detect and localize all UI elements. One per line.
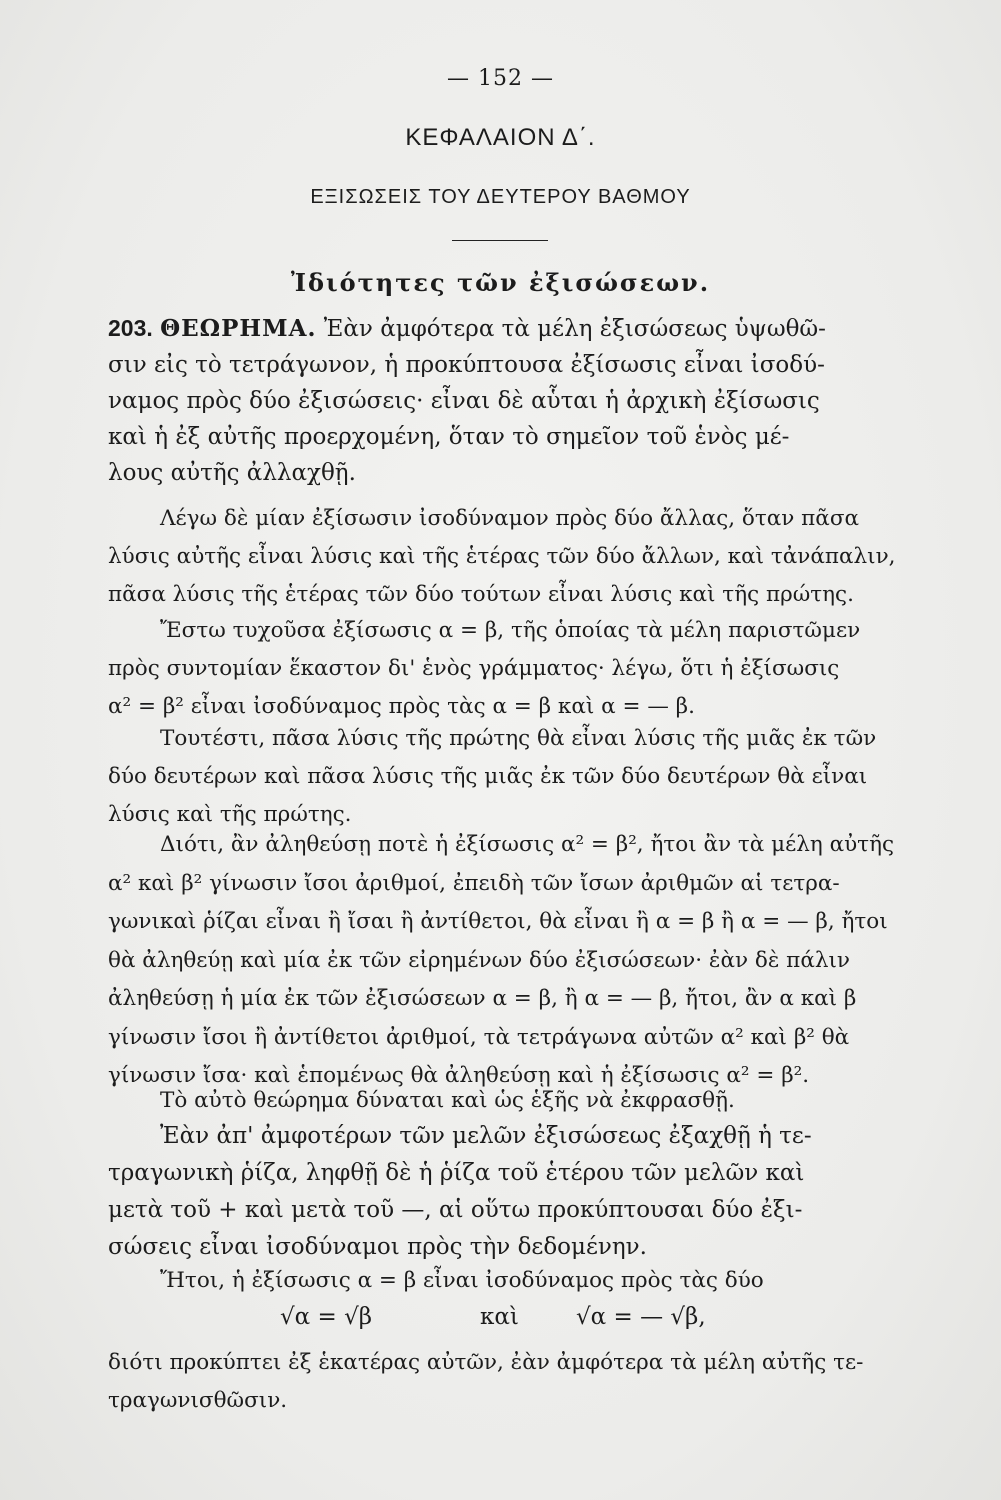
text-line: Διότι, ἂν ἀληθεύσῃ ποτὲ ἡ ἐξίσωσις α² = β², ἤτοι ἂν τὰ μέλη αὐτῆς — [160, 832, 894, 857]
theorem-line: ναμος πρὸς δύο ἐξισώσεις· εἶναι δὲ αὗται ἡ ἀρχικὴ ἐξίσωσις — [108, 388, 820, 414]
text-line: σώσεις εἶναι ἰσοδύναμοι πρὸς τὴν δεδομένην. — [108, 1234, 647, 1260]
formula-and: καὶ — [480, 1304, 519, 1330]
text-line: α² = β² εἶναι ἰσοδύναμος πρὸς τὰς α = β καὶ α = — β. — [108, 694, 695, 719]
text-line: λύσις αὐτῆς εἶναι λύσις καὶ τῆς ἑτέρας τῶν δύο ἄλλων, καὶ τἀνάπαλιν, — [108, 544, 896, 569]
divider-rule — [452, 240, 548, 241]
theorem-line — [108, 310, 914, 347]
text-line: δύο δευτέρων καὶ πᾶσα λύσις τῆς μιᾶς ἐκ τῶν δύο δευτέρων θὰ εἶναι — [108, 764, 868, 789]
text-line: θὰ ἀληθεύῃ καὶ μία ἐκ τῶν εἰρημένων δύο ἐξισώσεων· ἐὰν δὲ πάλιν — [108, 947, 850, 973]
text-line: μετὰ τοῦ + καὶ μετὰ τοῦ —, αἱ οὕτω προκύπτουσαι δύο ἐξι- — [108, 1197, 803, 1223]
text-line: πρὸς συντομίαν ἕκαστον δι' ἑνὸς γράμματος· λέγω, ὅτι ἡ ἐξίσωσις — [108, 656, 840, 681]
text-line: γωνικαὶ ῥίζαι εἶναι ἢ ἴσαι ἢ ἀντίθετοι, θὰ εἶναι ἢ α = β ἢ α = — β, ἤτοι — [108, 909, 888, 934]
text-line: Ἔστω τυχοῦσα ἐξίσωσις α = β, τῆς ὁποίας τὰ μέλη παριστῶμεν — [160, 618, 861, 643]
text-line: πᾶσα λύσις τῆς ἑτέρας τῶν δύο τούτων εἶναι λύσις καὶ τῆς πρώτης. — [108, 582, 854, 607]
text-line: Τουτέστι, πᾶσα λύσις τῆς πρώτης θὰ εἶναι λύσις τῆς μιᾶς ἐκ τῶν — [160, 726, 877, 751]
formula-left: √α = √β — [280, 1304, 373, 1330]
text-line: Λέγω δὲ μίαν ἐξίσωσιν ἰσοδύναμον πρὸς δύο ἄλλας, ὅταν πᾶσα — [160, 506, 860, 531]
theorem-line: καὶ ἡ ἐξ αὐτῆς προερχομένη, ὅταν τὸ σημεῖον τοῦ ἑνὸς μέ- — [108, 424, 790, 450]
paragraph-sqrt-statement — [108, 1118, 914, 1266]
text-line: τραγωνικὴ ῥίζα, ληφθῇ δὲ ἡ ῥίζα τοῦ ἑτέρου τῶν μελῶν καὶ — [108, 1160, 805, 1186]
chapter-subtitle: ΕΞΙΣΩΣΕΙΣ ΤΟΥ ΔΕΥΤΕΡΟΥ ΒΑΘΜΟΥ — [310, 186, 691, 208]
paragraph-definition — [108, 500, 914, 614]
paragraph-namely — [108, 1262, 914, 1300]
text-line: διότι προκύπτει ἐξ ἑκατέρας αὐτῶν, ἐὰν ἀμφότερα τὰ μέλη αὐτῆς τε- — [108, 1350, 864, 1375]
text-line: γίνωσιν ἴσα· καὶ ἑπομένως θὰ ἀληθεύσῃ καὶ ἡ ἐξίσωσις α² = β². — [108, 1063, 810, 1088]
text-line: Ἐὰν ἀπ' ἀμφοτέρων τῶν μελῶν ἐξισώσεως ἐξαχθῇ ἡ τε- — [160, 1123, 812, 1149]
text-line: λύσις καὶ τῆς πρώτης. — [108, 802, 352, 827]
text-line: γίνωσιν ἴσοι ἢ ἀντίθετοι ἀριθμοί, τὰ τετράγωνα αὐτῶν α² καὶ β² θὰ — [108, 1024, 850, 1050]
formula-right: √α = — √β, — [576, 1304, 706, 1330]
text-line: α² καὶ β² γίνωσιν ἴσοι ἀριθμοί, ἐπειδὴ τῶν ἴσων ἀριθμῶν αἱ τετρα- — [108, 870, 840, 896]
theorem-line: σιν εἰς τὸ τετράγωνον, ἡ προκύπτουσα ἐξίσωσις εἶναι ἰσοδύ- — [108, 352, 825, 378]
paragraph-closing — [108, 1344, 914, 1420]
text-line: Ἤτοι, ἡ ἐξίσωσις α = β εἶναι ἰσοδύναμος πρὸς τὰς δύο — [160, 1268, 764, 1293]
theorem-label: ΘΕΩΡΗΜΑ. — [160, 315, 317, 342]
text-line: Τὸ αὐτὸ θεώρημα δύναται καὶ ὡς ἑξῆς νὰ ἐκφρασθῇ. — [160, 1088, 735, 1113]
chapter-title: ΚΕΦΑΛΑΙΟΝ Δ΄. — [405, 124, 596, 151]
page-number: — 152 — — [447, 66, 554, 91]
paragraph-meaning — [108, 720, 914, 834]
paragraph-example — [108, 612, 914, 726]
text-line: τραγωνισθῶσιν. — [108, 1388, 288, 1413]
theorem-line: λους αὐτῆς ἀλλαχθῇ. — [108, 460, 356, 486]
sqrt-formula — [280, 1304, 760, 1340]
theorem-number: 203. — [108, 315, 153, 341]
paragraph-restatement — [108, 1082, 914, 1120]
theorem-block — [108, 310, 914, 491]
section-heading: Ἰδιότητες τῶν ἐξισώσεων. — [290, 268, 711, 297]
paragraph-proof — [108, 826, 914, 1096]
theorem-text: Ἐὰν ἀμφότερα τὰ μέλη ἐξισώσεως ὑψωθῶ- — [323, 316, 826, 342]
text-line: ἀληθεύσῃ ἡ μία ἐκ τῶν ἐξισώσεων α = β, ἢ α = — β, ἤτοι, ἂν α καὶ β — [108, 986, 857, 1011]
